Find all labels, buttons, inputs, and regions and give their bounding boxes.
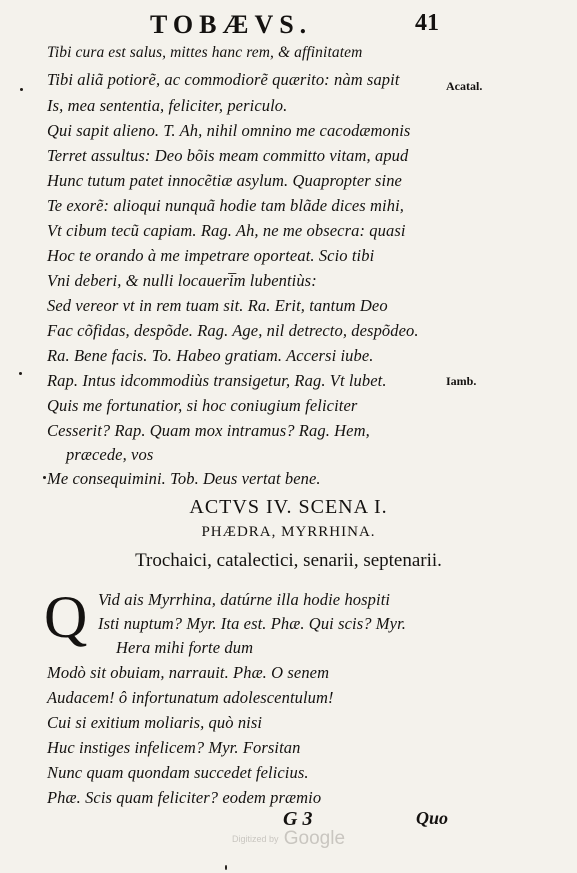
drop-capital: Q: [44, 584, 88, 650]
page-number: 41: [415, 10, 439, 36]
ink-speck: [20, 88, 23, 91]
verse-line: Te exorẽ: alioqui nunquã hodie tam blãde dices mihi,: [47, 196, 405, 215]
digitization-watermark: [0, 828, 577, 850]
verse-line: Vt cibum tecũ capiam. Rag. Ah, ne me obsecra: quasi: [47, 221, 406, 240]
verse-line: Fac cõfidas, despõde. Rag. Age, nil detrecto, despõdeo.: [47, 321, 419, 340]
act-heading: ACTVS IV. SCENA I.: [189, 496, 388, 518]
verse-line: Ra. Bene facis. To. Habeo gratiam. Accersi iube.: [47, 346, 374, 365]
verse-line: Hunc tutum patet innocẽtiæ asylum. Quapropter sine: [47, 171, 402, 190]
verse-line: Hoc te orando à me impetrare oporteat. Scio tibi: [47, 246, 375, 265]
verse-line: Sed vereor vt in rem tuam sit. Ra. Erit, tantum Deo: [47, 296, 388, 315]
ink-speck: [19, 372, 22, 375]
watermark-brand: Google: [283, 828, 346, 849]
verse-line: præcede, vos: [66, 445, 154, 464]
verse-line: Huc instiges infelicem? Myr. Forsitan: [47, 738, 301, 757]
meter-note: Trochaici, catalectici, senarii, septenarii.: [135, 550, 442, 571]
verse-line: Tibi aliã potiorẽ, ac commodiorẽ quærito: nàm sapit: [47, 70, 400, 89]
verse-line: Phæ. Scis quam feliciter? eodem præmio: [47, 788, 322, 807]
running-head: [0, 6, 577, 40]
ink-speck: [43, 476, 46, 479]
ink-speck: [225, 865, 227, 870]
margin-note: Iamb.: [446, 374, 477, 388]
dramatis-personae: PHÆDRA, MYRRHINA.: [201, 524, 376, 540]
verse-line: Nunc quam quondam succedet felicius.: [47, 763, 309, 782]
verse-line: Tibi cura est salus, mittes hanc rem, & affinitatem: [47, 44, 363, 61]
verse-line: Rap. Intus idcommodiùs transigetur, Rag. Vt lubet.: [47, 371, 387, 390]
verse-line: Audacem! ô infortunatum adolescentulum!: [47, 688, 334, 707]
catchword: Quo: [416, 808, 449, 828]
running-title: TOBÆVS.: [150, 10, 313, 39]
verse-line: Me consequimini. Tob. Deus vertat bene.: [47, 469, 321, 488]
signature-mark: G 3: [283, 808, 313, 830]
watermark-prefix: Digitized by: [231, 833, 279, 844]
margin-note: Acatal.: [446, 79, 483, 93]
verse-line: Quis me fortunatior, si hoc coniugium feliciter: [47, 396, 358, 415]
verse-line: Cui si exitium moliaris, quò nisi: [47, 713, 263, 732]
verse-line: Cesserit? Rap. Quam mox intramus? Rag. Hem,: [47, 421, 370, 440]
verse-line: Vid ais Myrrhina, datúrne illa hodie hospiti: [98, 590, 391, 609]
verse-line: Is, mea sententia, feliciter, periculo.: [47, 96, 288, 115]
verse-line: Terret assultus: Deo bõis meam committo vitam, apud: [47, 146, 409, 165]
verse-line: Isti nuptum? Myr. Ita est. Phæ. Qui scis? Myr.: [98, 614, 406, 633]
verse-line: Modò sit obuiam, narrauit. Phæ. O senem: [47, 663, 330, 682]
verse-line: Vni deberi, & nulli locaueri̅m lubentiùs:: [47, 271, 317, 290]
verse-line: Qui sapit alieno. T. Ah, nihil omnino me cacodæmonis: [47, 121, 411, 140]
verse-line: Hera mihi forte dum: [116, 638, 254, 657]
